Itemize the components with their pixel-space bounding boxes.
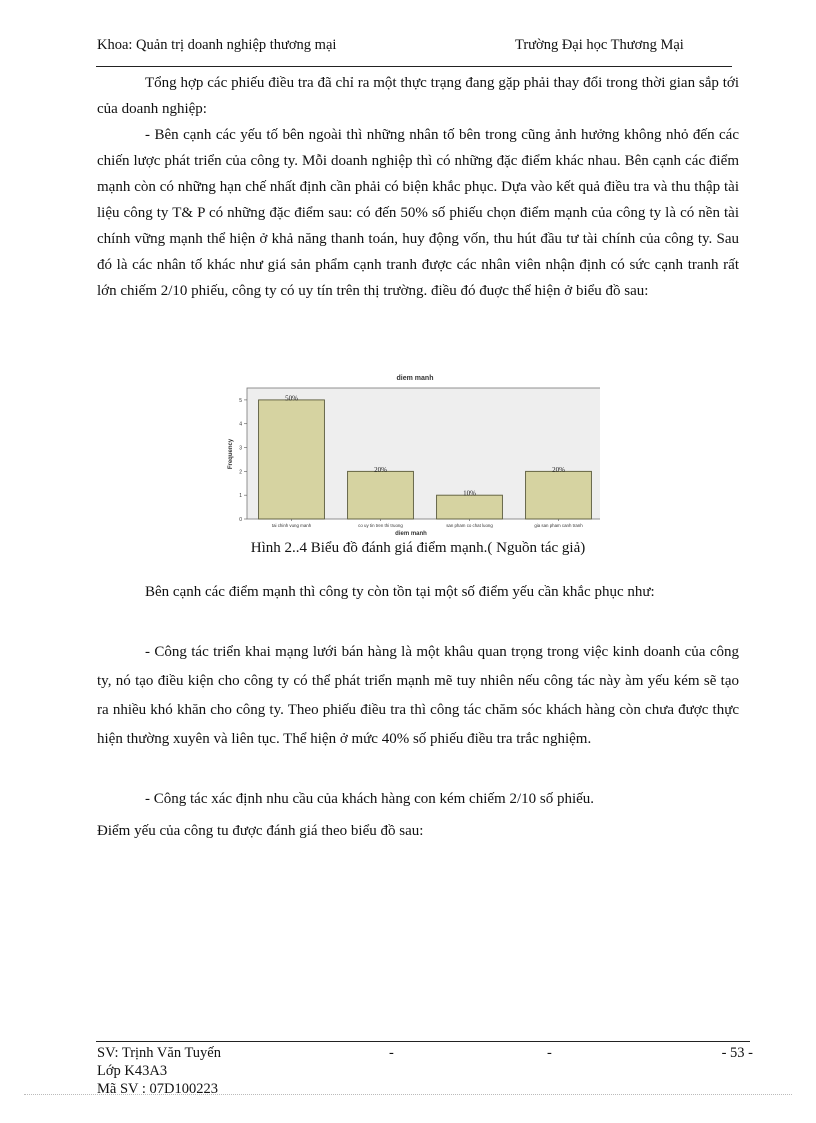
header-faculty: Khoa: Quản trị doanh nghiệp thương mại [97, 37, 337, 53]
footer-student-name: SV: Trịnh Văn Tuyến [97, 1045, 221, 1061]
header-divider [96, 66, 732, 67]
paragraph-summary [97, 70, 739, 122]
paragraph-text: - Công tác xác định nhu cầu của khách hàng con kém chiếm 2/10 số phiếu. [145, 791, 595, 807]
paragraph-customer-needs [97, 786, 739, 812]
footer-class: Lớp K43A3 [97, 1063, 168, 1079]
chart-bar [259, 400, 325, 519]
bar-data-label: 20% [552, 465, 565, 474]
paragraph-sales-network [97, 638, 739, 754]
y-tick-label: 1 [239, 493, 242, 500]
page-header [97, 37, 732, 59]
page-footer [97, 1044, 753, 1098]
strengths-chart-svg [222, 368, 600, 538]
footer-separator: - [547, 1045, 552, 1061]
paragraph-weakness-chart-intro [97, 818, 739, 844]
chart-x-axis-label: diem manh [395, 531, 427, 537]
chart-y-axis-label: Frequency [228, 438, 234, 470]
y-tick-label: 3 [239, 445, 242, 452]
paragraph-text: - Bên cạnh các yếu tố bên ngoài thì những nhân tố bên trong cũng ảnh hưởng không nhỏ đến các chiến lược phát triển của công ty. Mỗi doanh nghiệp thì có những đặc điểm khác nhau. Bên cạnh các điểm mạnh còn có những hạn chế nhất định cần phải có biện khắc phục. Dựa vào kết quả điều tra và thu thập tài liệu công ty T& P có những đặc điểm sau: có đến 50% số phiếu chọn điểm mạnh của công ty là có nền tài chính vững mạnh thể hiện ở khả năng thanh toán, huy động vốn, thu hút đầu tư tài chính của công ty. Sau đó là các nhân tố khác như giá sản phẩm cạnh tranh được các nhân viên nhận định có sức cạnh tranh rất lớn chiếm 2/10 phiếu, công ty có uy tín trên thị trường. điều đó đuợc thể hiện ở biểu đồ sau: [97, 127, 739, 299]
bar-data-label: 50% [285, 394, 298, 403]
bar-data-label: 10% [463, 489, 476, 498]
y-tick-label: 4 [239, 421, 242, 428]
paragraph-strengths [97, 122, 739, 304]
page-bottom-border [24, 1094, 792, 1095]
paragraph-text: Bên cạnh các điểm mạnh thì công ty còn tồn tại một số điểm yếu cần khắc phục như: [145, 584, 655, 600]
header-university: Trường Đại học Thương Mại [515, 37, 684, 53]
figure-caption: Hình 2..4 Biểu đồ đánh giá điểm mạnh.( Nguồn tác giả) [250, 540, 586, 556]
bar-data-label: 20% [374, 465, 387, 474]
footer-separator: - [389, 1045, 394, 1061]
strengths-chart [222, 368, 600, 538]
y-tick-label: 5 [239, 397, 242, 404]
x-tick-label: gia san pham canh tranh [534, 523, 583, 528]
y-tick-label: 2 [239, 469, 242, 476]
x-tick-label: tai chinh vung manh [271, 523, 312, 528]
paragraph-text: - Công tác triển khai mạng lưới bán hàng là một khâu quan trọng trong việc kinh doanh của công ty, nó tạo điều kiện cho công ty có thể phát triển mạnh mẽ tuy nhiên nếu công tác này àm yếu kém sẽ tạo ra nhiều khó khăn cho công ty. Theo phiếu điều tra thì công tác chăm sóc khách hàng còn chưa được thực hiện thường xuyên và liên tục. Thể hiện ở mức 40% số phiếu điều tra trắc nghiệm. [97, 644, 739, 747]
chart-bar [437, 495, 503, 519]
x-tick-label: co uy tin tren thi truong [358, 523, 403, 528]
y-tick-label: 0 [239, 517, 242, 523]
paragraph-text: Tổng hợp các phiếu điều tra đã chỉ ra một thực trạng đang gặp phải thay đổi trong thời gian sắp tới của doanh nghiệp: [97, 75, 739, 117]
footer-student-id: Mã SV : 07D100223 [97, 1081, 218, 1097]
chart-bar [348, 471, 414, 519]
page-number: - 53 - [721, 1045, 753, 1061]
chart-bar [526, 471, 592, 519]
paragraph-text: Điểm yếu của công tu được đánh giá theo biểu đồ sau: [97, 823, 424, 839]
x-tick-label: san pham co chat luong [446, 523, 493, 528]
chart-title: diem manh [396, 375, 434, 382]
footer-divider [96, 1041, 750, 1042]
paragraph-weaknesses-intro [97, 578, 739, 607]
